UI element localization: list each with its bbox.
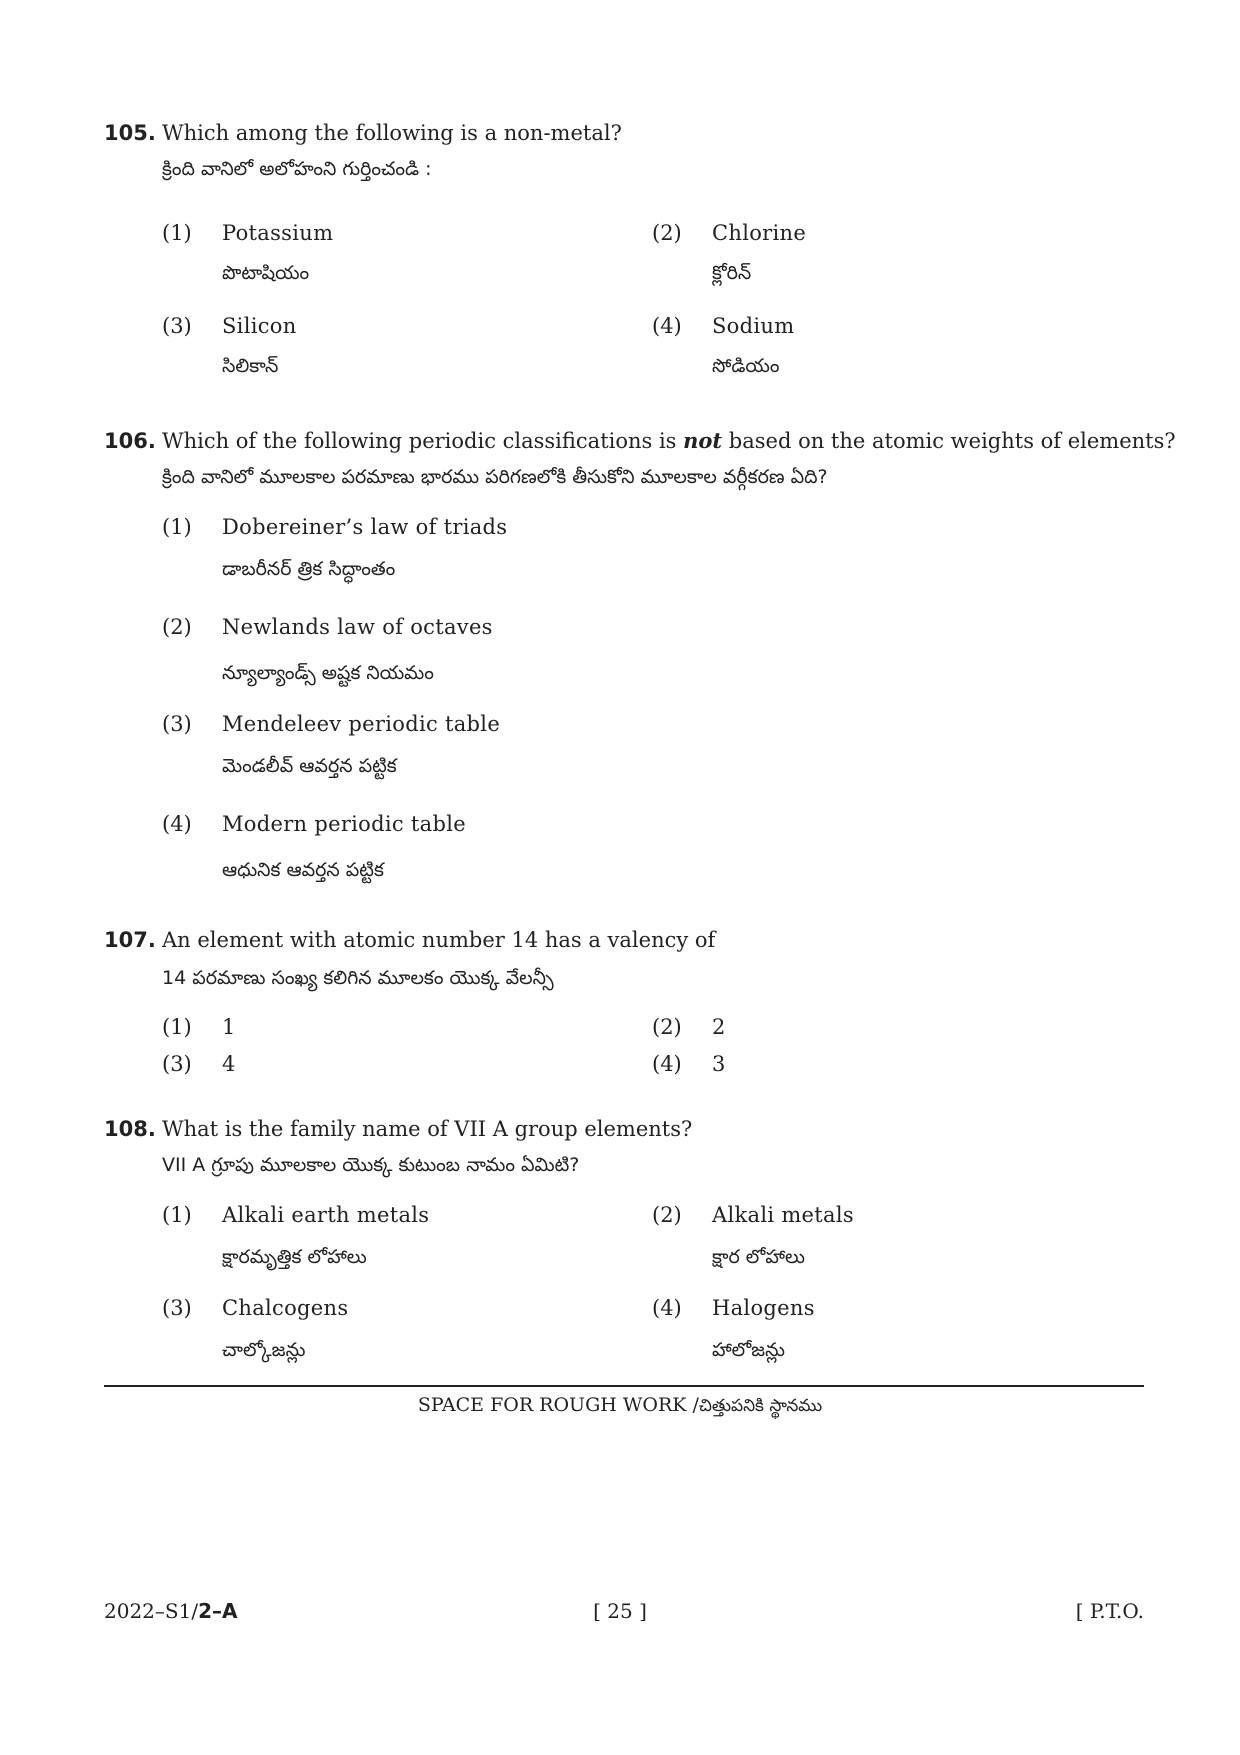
question-line bbox=[104, 426, 1176, 456]
option-english: Alkali earth metals bbox=[222, 1203, 430, 1227]
question-line bbox=[104, 1114, 1144, 1144]
option-english: Newlands law of octaves bbox=[222, 615, 493, 639]
question-text: What is the family name of VII A group elements? bbox=[162, 1117, 693, 1141]
option-number: (4) bbox=[162, 812, 192, 836]
option-english: Halogens bbox=[712, 1296, 815, 1320]
option-number: (4) bbox=[652, 1296, 682, 1320]
option-telugu: న్యూల్యాండ్స్ అష్టక నియమం bbox=[222, 662, 434, 684]
option-english: 1 bbox=[222, 1015, 236, 1039]
option-english: Alkali metals bbox=[712, 1203, 854, 1227]
option-telugu: క్షారమృత్తిక లోహాలు bbox=[222, 1246, 367, 1268]
option-english: Chlorine bbox=[712, 221, 807, 245]
question-line bbox=[104, 118, 1144, 148]
question-108 bbox=[104, 1114, 1144, 1361]
question-number: 106. bbox=[104, 429, 156, 453]
question-telugu: క్రింది వానిలో అలోహంని గుర్తించండి : bbox=[162, 158, 432, 180]
option-english: Chalcogens bbox=[222, 1296, 349, 1320]
question-emphasis: not bbox=[683, 428, 723, 453]
option-english: Sodium bbox=[712, 314, 795, 338]
option-number: (4) bbox=[652, 314, 682, 338]
option-telugu: డాబరీనర్ త్రిక సిద్ధాంతం bbox=[222, 558, 396, 580]
option-english: 2 bbox=[712, 1015, 726, 1039]
question-telugu: VII A గ్రూపు మూలకాల యొక్క కుటుంబ నామం ఏమిటి? bbox=[162, 1154, 580, 1176]
option-number: (3) bbox=[162, 712, 192, 736]
question-text bbox=[162, 426, 1176, 456]
rough-work-telugu: చిత్తుపనికి స్థానము bbox=[698, 1396, 823, 1416]
option-english: Potassium bbox=[222, 221, 334, 245]
question-number: 108. bbox=[104, 1117, 156, 1141]
option-telugu: చాల్కోజన్లు bbox=[222, 1339, 306, 1361]
rough-work-divider bbox=[104, 1385, 1144, 1387]
question-text-before: Which of the following periodic classifications is bbox=[162, 429, 684, 453]
option-number: (2) bbox=[652, 1015, 682, 1039]
option-number: (3) bbox=[162, 314, 192, 338]
option-number: (3) bbox=[162, 1052, 192, 1076]
option-english: Mendeleev periodic table bbox=[222, 712, 501, 736]
option-number: (1) bbox=[162, 1203, 192, 1227]
option-number: (1) bbox=[162, 515, 192, 539]
option-telugu: పొటాషియం bbox=[222, 262, 310, 284]
page-number: [ 25 ] bbox=[593, 1599, 647, 1623]
option-english: Dobereiner’s law of triads bbox=[222, 515, 508, 539]
option-telugu: క్లోరిన్ bbox=[712, 262, 752, 284]
question-number: 107. bbox=[104, 928, 156, 952]
question-line bbox=[104, 925, 1144, 955]
option-telugu: ఆధునిక ఆవర్తన పట్టిక bbox=[222, 859, 384, 881]
option-number: (1) bbox=[162, 1015, 192, 1039]
rough-work-label bbox=[0, 1392, 1240, 1419]
question-telugu: క్రింది వానిలో మూలకాల పరమాణు భారము పరిగణలోకి తీసుకోని మూలకాల వర్గీకరణ ఏది? bbox=[162, 466, 828, 488]
option-telugu: హాలోజన్లు bbox=[712, 1339, 785, 1361]
option-telugu: మెండలీవ్ ఆవర్తన పట్టిక bbox=[222, 755, 397, 777]
option-english: 4 bbox=[222, 1052, 236, 1076]
question-text: Which among the following is a non-metal? bbox=[162, 121, 622, 145]
question-text-after: based on the atomic weights of elements? bbox=[722, 429, 1176, 453]
option-english: 3 bbox=[712, 1052, 726, 1076]
pto-label: [ P.T.O. bbox=[1075, 1599, 1144, 1623]
question-106 bbox=[104, 426, 1176, 881]
question-text: An element with atomic number 14 has a valency of bbox=[162, 928, 716, 952]
question-107 bbox=[104, 925, 1144, 1076]
option-telugu: సోడియం bbox=[712, 355, 780, 377]
option-number: (2) bbox=[162, 615, 192, 639]
option-number: (3) bbox=[162, 1296, 192, 1320]
option-telugu: క్షార లోహాలు bbox=[712, 1246, 806, 1268]
option-number: (1) bbox=[162, 221, 192, 245]
option-english: Modern periodic table bbox=[222, 812, 466, 836]
rough-work-english: SPACE FOR ROUGH WORK / bbox=[417, 1394, 699, 1416]
question-105 bbox=[104, 118, 1144, 377]
question-number: 105. bbox=[104, 121, 156, 145]
option-telugu: సిలికాన్ bbox=[222, 355, 279, 377]
option-number: (2) bbox=[652, 221, 682, 245]
option-english: Silicon bbox=[222, 314, 297, 338]
footer-code-prefix: 2022–S1/ bbox=[104, 1599, 199, 1623]
footer-code-bold: 2–A bbox=[198, 1599, 238, 1623]
question-telugu: 14 పరమాణు సంఖ్య కలిగిన మూలకం యొక్క వేలన్సీ bbox=[162, 967, 554, 989]
option-number: (2) bbox=[652, 1203, 682, 1227]
option-number: (4) bbox=[652, 1052, 682, 1076]
